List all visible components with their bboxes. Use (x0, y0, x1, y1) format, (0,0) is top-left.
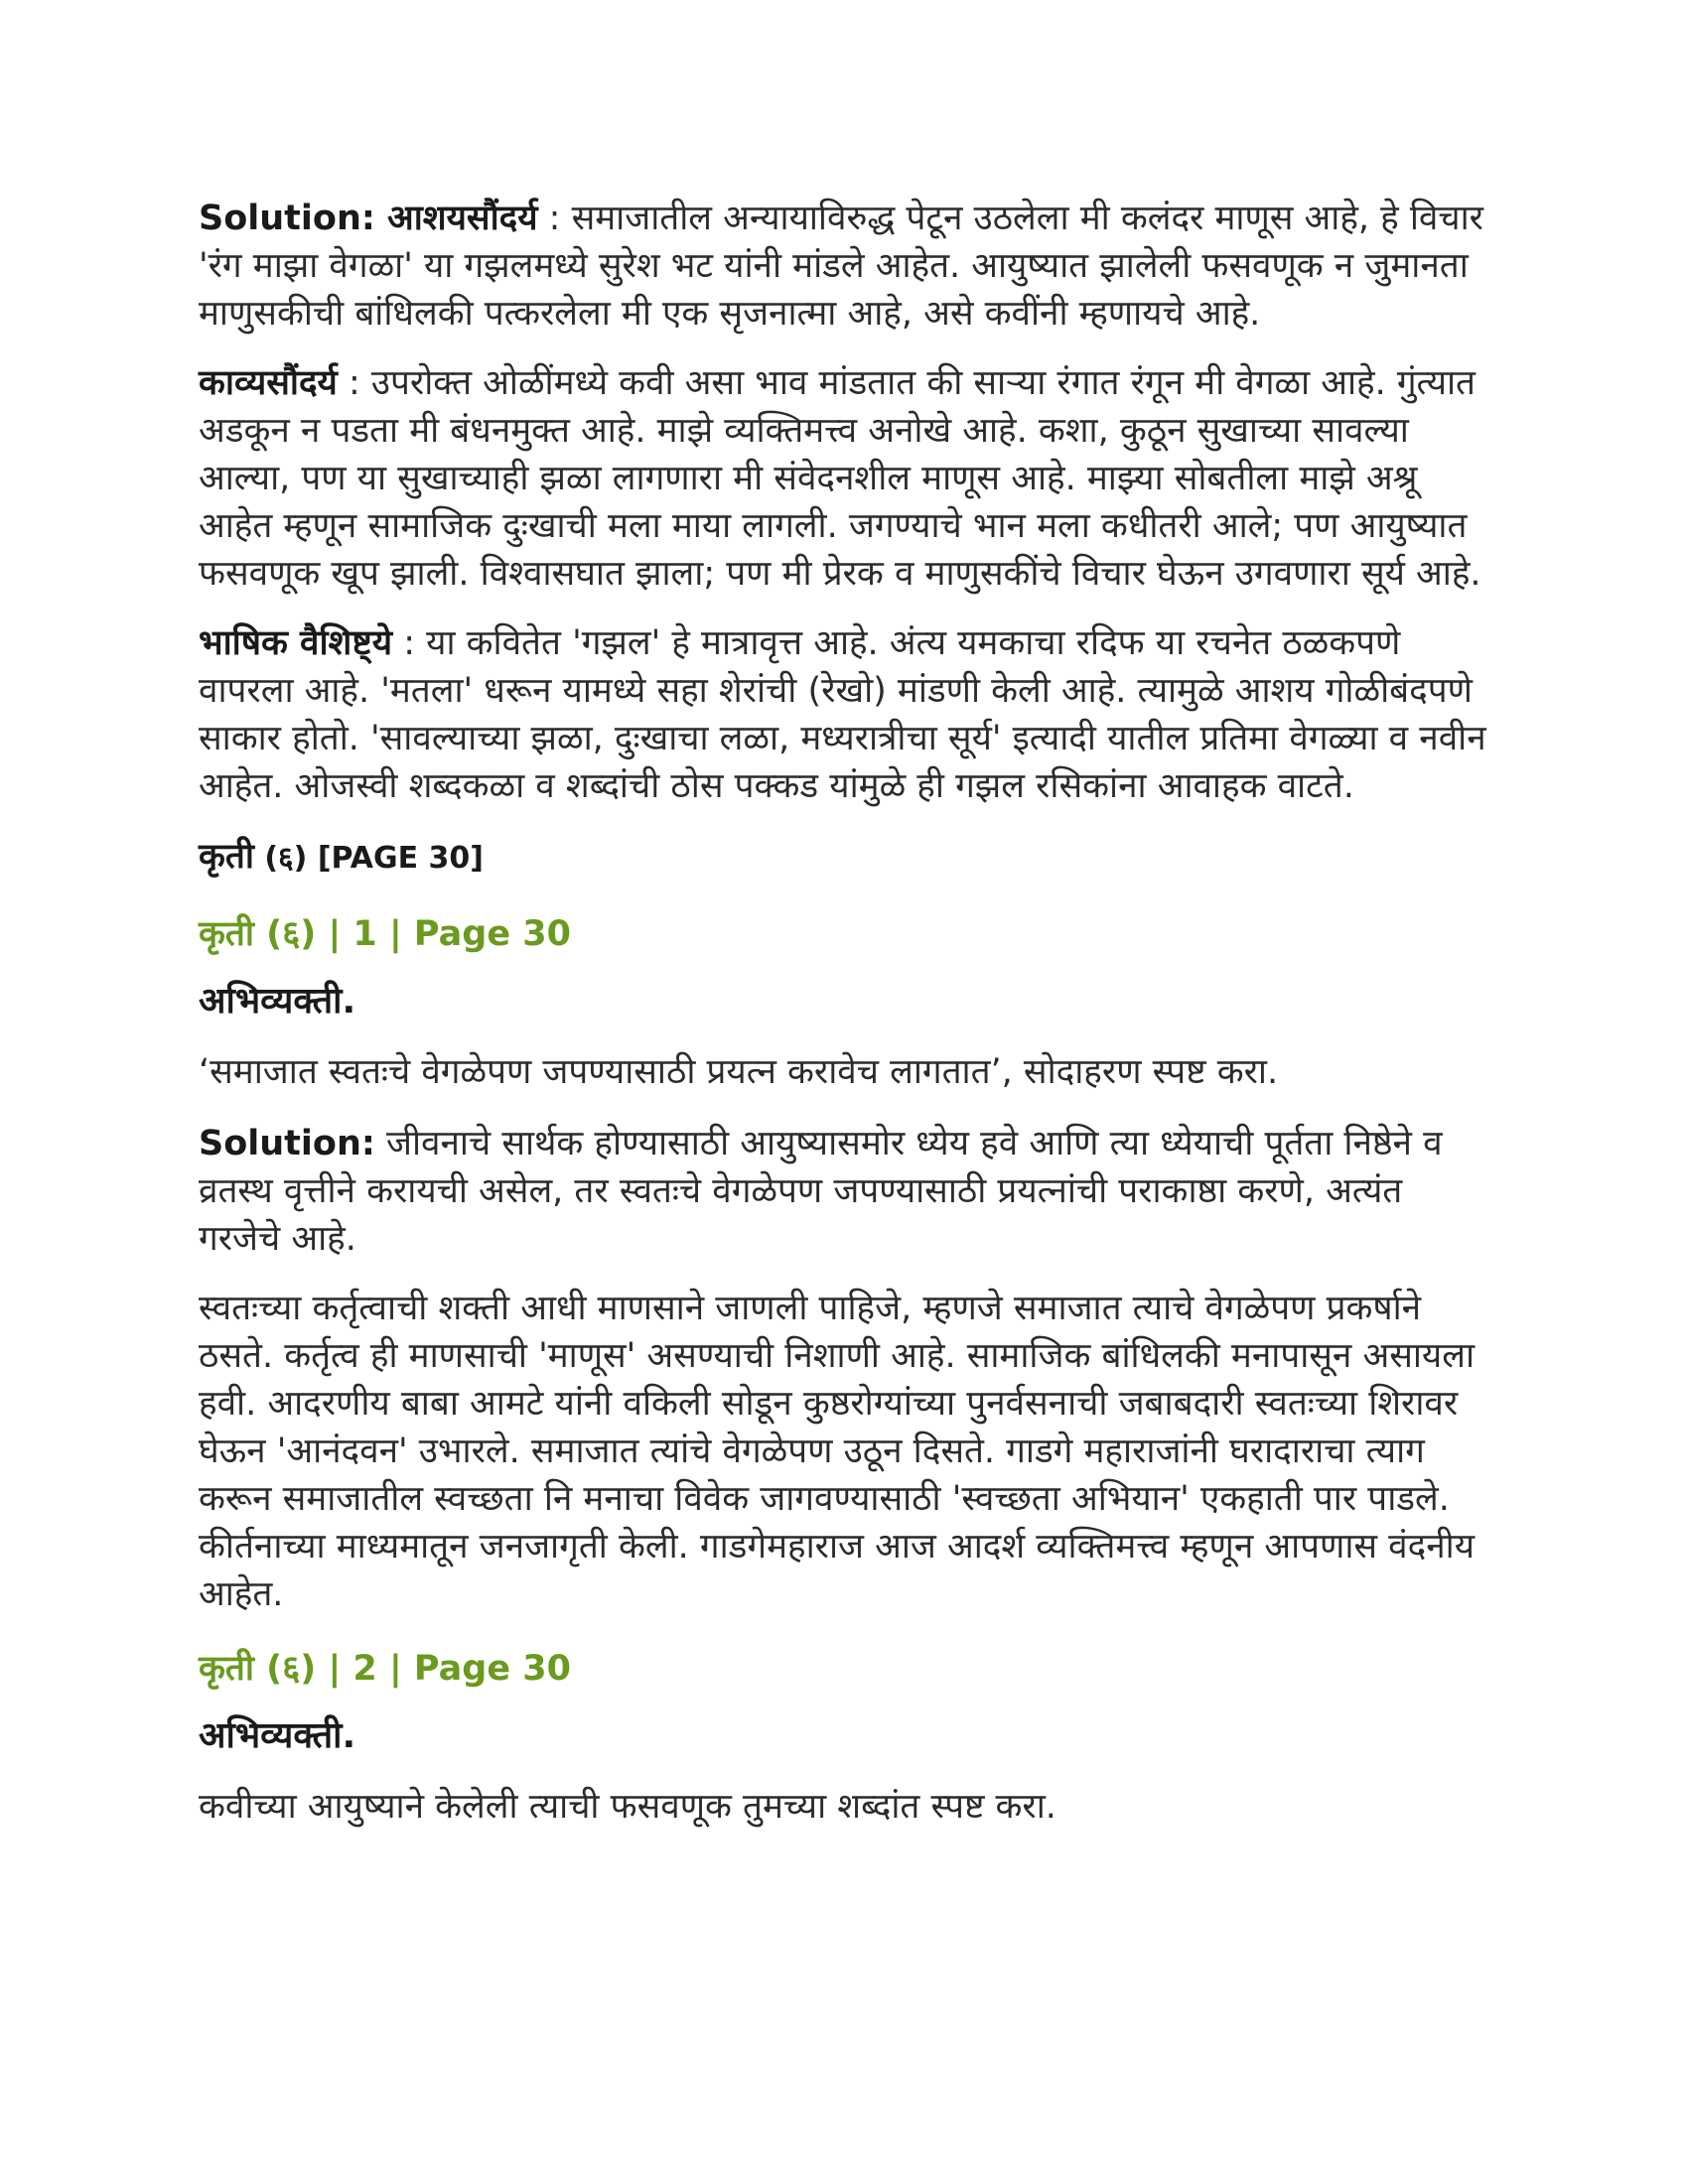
section-heading-main: कृती (199, 837, 254, 877)
kavya-saundarya (199, 359, 1489, 598)
section-heading (199, 832, 1489, 884)
question-1-heading: कृती (६) | 1 | Page 30 (199, 914, 571, 954)
kavya-saundarya-lead: काव्यसौंदर्य (199, 363, 338, 403)
question-1-solution-lead: Solution: (199, 1124, 375, 1163)
bhashik-vaishishtye-text: : या कवितेत 'गझल' हे मात्रावृत्त आहे. अंत्य यमकाचा रदिफ या रचनेत ठळकपणे वापरला आहे. 'मतला' धरून यामध्ये सहा शेरांची (रेखो) मांडणी केली आहे. त्यामुळे आशय गोळीबंदपणे साकार होतो. 'सावल्याच्या झळा, दुःखाचा लळा, मध्यरात्रीचा सूर्य' इत्यादी यातील प्रतिमा वेगळ्या व नवीन आहेत. ओजस्वी शब्दकळा व शब्दांची ठोस पक्कड यांमुळे ही गझल रसिकांना आवाहक वाटते. (199, 623, 1486, 806)
question-1-solution (199, 1120, 1489, 1263)
bhashik-vaishishtye (199, 619, 1489, 810)
solution-text: : समाजातील अन्यायाविरुद्ध पेटून उठलेला मी कलंदर माणूस आहे, हे विचार 'रंग माझा वेगळा' या गझलमध्ये सुरेश भट यांनी मांडले आहेत. आयुष्यात झालेली फसवणूक न जुमानता माणुसकीची बांधिलकी पत्करलेला मी एक सृजनात्मा आहे, असे कवींनी म्हणायचे आहे. (199, 199, 1484, 334)
question-2-heading: कृती (६) | 2 | Page 30 (199, 1649, 571, 1689)
question-1-text: ‘समाजात स्वतःचे वेगळेपण जपण्यासाठी प्रयत्न करावेच लागतात’, सोदाहरण स्पष्ट करा. (199, 1052, 1279, 1092)
solution-ashay-saundarya (199, 195, 1489, 338)
question-1-paragraph: स्वतःच्या कर्तृत्वाची शक्ती आधी माणसाने जाणली पाहिजे, म्हणजे समाजात त्याचे वेगळेपण प्रकर्षाने ठसते. कर्तृत्व ही माणसाची 'माणूस' असण्याची निशाणी आहे. सामाजिक बांधिलकी मनापासून असायला हवी. आदरणीय बाबा आमटे यांनी वकिली सोडून कुष्ठरोग्यांच्या पुनर्वसनाची जबाबदारी स्वतःच्या शिरावर घेऊन 'आनंदवन' उभारले. समाजात त्यांचे वेगळेपण उठून दिसते. गाडगे महाराजांनी घरादाराचा त्याग करून समाजातील स्वच्छता नि मनाचा विवेक जागवण्यासाठी 'स्वच्छता अभियान' एकहाती पार पाडले. कीर्तनाच्या माध्यमातून जनजागृती केली. गाडगेमहाराज आज आदर्श व्यक्तिमत्त्व म्हणून आपणास वंदनीय आहेत. (199, 1289, 1476, 1614)
solution-lead: Solution: आशयसौंदर्य (199, 199, 538, 238)
question-1-subheading: अभिव्यक्ती. (199, 981, 356, 1022)
question-2-text: कवीच्या आयुष्याने केलेली त्याची फसवणूक तुमच्या शब्दांत स्पष्ट करा. (199, 1787, 1056, 1827)
bhashik-vaishishtye-lead: भाषिक वैशिष्ट्ये (199, 623, 393, 663)
question-2-subheading: अभिव्यक्ती. (199, 1715, 356, 1756)
document-page (199, 195, 1489, 1854)
kavya-saundarya-text: : उपरोक्त ओळींमध्ये कवी असा भाव मांडतात की साऱ्या रंगात रंगून मी वेगळा आहे. गुंत्यात अडकून न पडता मी बंधनमुक्त आहे. माझे व्यक्तिमत्त्व अनोखे आहे. कशा, कुठून सुखाच्या सावल्या आल्या, पण या सुखाच्याही झळा लागणारा मी संवेदनशील माणूस आहे. माझ्या सोबतीला माझे अश्रू आहेत म्हणून सामाजिक दुःखाची मला माया लागली. जगण्याचे भान मला कधीतरी आले; पण आयुष्यात फसवणूक खूप झाली. विश्वासघात झाला; पण मी प्रेरक व माणुसकींचे विचार घेऊन उगवणारा सूर्य आहे. (199, 363, 1481, 594)
section-heading-rest: (६) [PAGE 30] (253, 841, 484, 876)
question-1-solution-text: जीवनाचे सार्थक होण्यासाठी आयुष्यासमोर ध्येय हवे आणि त्या ध्येयाची पूर्तता निष्ठेने व व्रतस्थ वृत्तीने करायची असेल, तर स्वतःचे वेगळेपण जपण्यासाठी प्रयत्नांची पराकाष्ठा करणे, अत्यंत गरजेचे आहे. (199, 1124, 1443, 1259)
